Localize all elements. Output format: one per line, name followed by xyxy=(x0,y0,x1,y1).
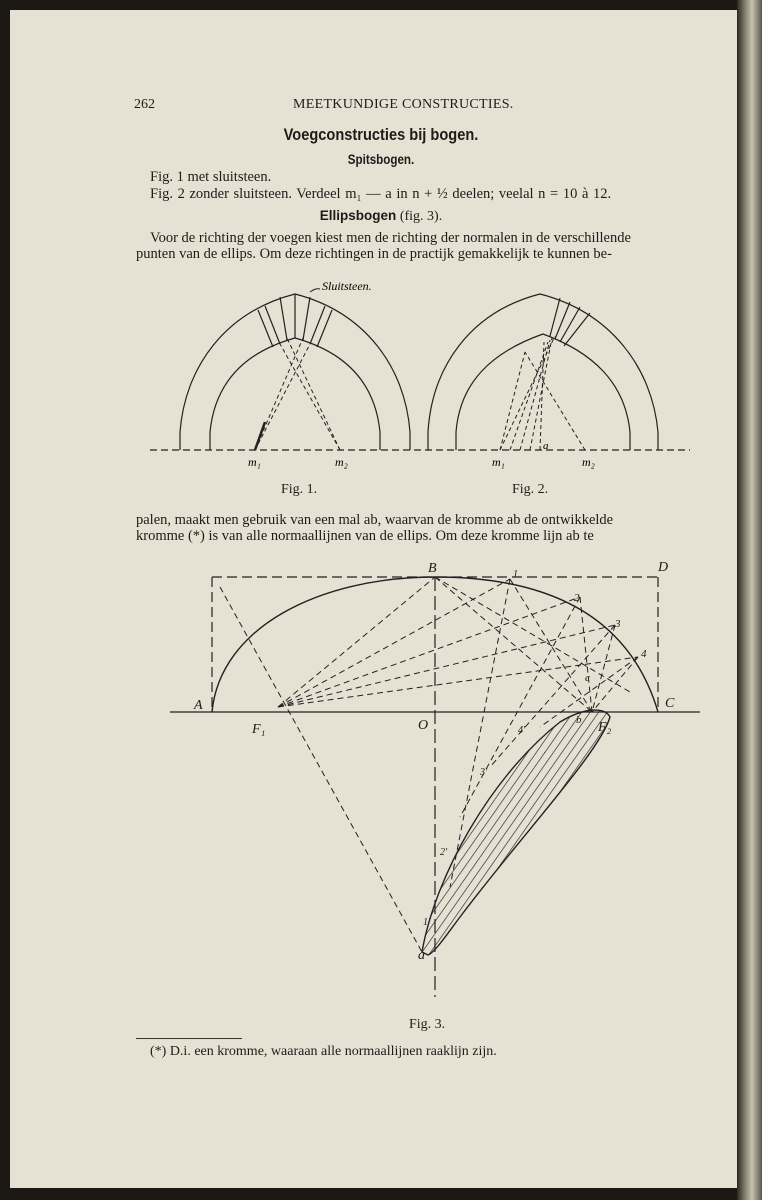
figure-1-2-drawing xyxy=(130,272,720,502)
fig1-caption: Fig. 1. xyxy=(281,482,318,497)
fig1-keystone-label: Sluitsteen. xyxy=(322,279,372,293)
section-title: Voegconstructies bij bogen. xyxy=(283,125,479,144)
running-title: MEETKUNDIGE CONSTRUCTIES. xyxy=(293,97,514,112)
fig3-label-1p: 1' xyxy=(423,917,431,928)
fig3-label-a: a xyxy=(418,948,425,963)
subsection-title: Spitsbogen. xyxy=(347,152,415,167)
ellips-heading-title: Ellipsbogen xyxy=(319,208,397,223)
paragraph2-line2: kromme (*) is van alle normaallijnen van de ellips. Om deze kromme lijn ab te xyxy=(136,528,594,544)
fig2-m2-label: m₂ xyxy=(582,455,595,469)
fig2-description: Fig. 2 zonder sluitsteen. Verdeel m₁ — a in n + ½ deelen; veelal n = 10 à 12. xyxy=(150,186,612,202)
fig3-label-3: 3 xyxy=(615,618,621,630)
fig3-label-3p: 3' xyxy=(480,767,488,778)
paragraph1-line1: Voor de richting der voegen kiest men de richting der normalen in de verschillende xyxy=(150,230,631,246)
fig3-label-F1: F₁ xyxy=(252,722,266,737)
fig1-m1-label: m₁ xyxy=(248,455,261,469)
fig3-label-1: 1 xyxy=(513,569,518,580)
fig3-label-F2: F₂ xyxy=(598,720,612,735)
fig3-label-2: 2 xyxy=(574,592,580,604)
ellips-heading xyxy=(0,207,762,225)
footnote-rule xyxy=(136,1038,242,1039)
fig3-caption: Fig. 3. xyxy=(409,1017,446,1032)
fig3-label-c: c xyxy=(585,672,590,684)
paragraph1-line2: punten van de ellips. Om deze richtingen in de practijk gemakkelijk te kunnen be- xyxy=(136,246,612,262)
fig2-construction xyxy=(500,336,585,450)
fig3-label-O: O xyxy=(418,718,429,733)
fig3-label-C: C xyxy=(665,696,675,711)
fig3-label-4: 4 xyxy=(641,648,647,660)
figure-3-drawing xyxy=(160,557,715,1007)
fig1-m2-label: m₂ xyxy=(335,455,348,469)
fig1-construction xyxy=(255,338,340,450)
fig3-label-B: B xyxy=(428,561,437,576)
fig3-label-b: b xyxy=(576,714,582,726)
fig3-label-D: D xyxy=(658,560,669,575)
fig1-description: Fig. 1 met sluitsteen. xyxy=(150,169,272,185)
fig2-a-label: a xyxy=(543,440,549,452)
fig2-caption: Fig. 2. xyxy=(512,482,549,497)
page-edge xyxy=(737,0,762,1200)
footnote: (*) D.i. een kromme, waaraan alle normaallijnen raaklijn zijn. xyxy=(150,1044,497,1059)
page-number: 262 xyxy=(134,97,155,112)
ellips-heading-ref: (fig. 3). xyxy=(399,209,443,224)
fig2-m1-label: m₁ xyxy=(492,455,505,469)
fig3-label-2p: 2' xyxy=(440,847,448,858)
fig3-label-4p: 4' xyxy=(518,725,526,736)
fig3-template-mal xyxy=(422,710,610,955)
paragraph2-line1: palen, maakt men gebruik van een mal ab, waarvan de kromme ab de ontwikkelde xyxy=(136,512,614,528)
fig3-label-A: A xyxy=(194,698,203,713)
